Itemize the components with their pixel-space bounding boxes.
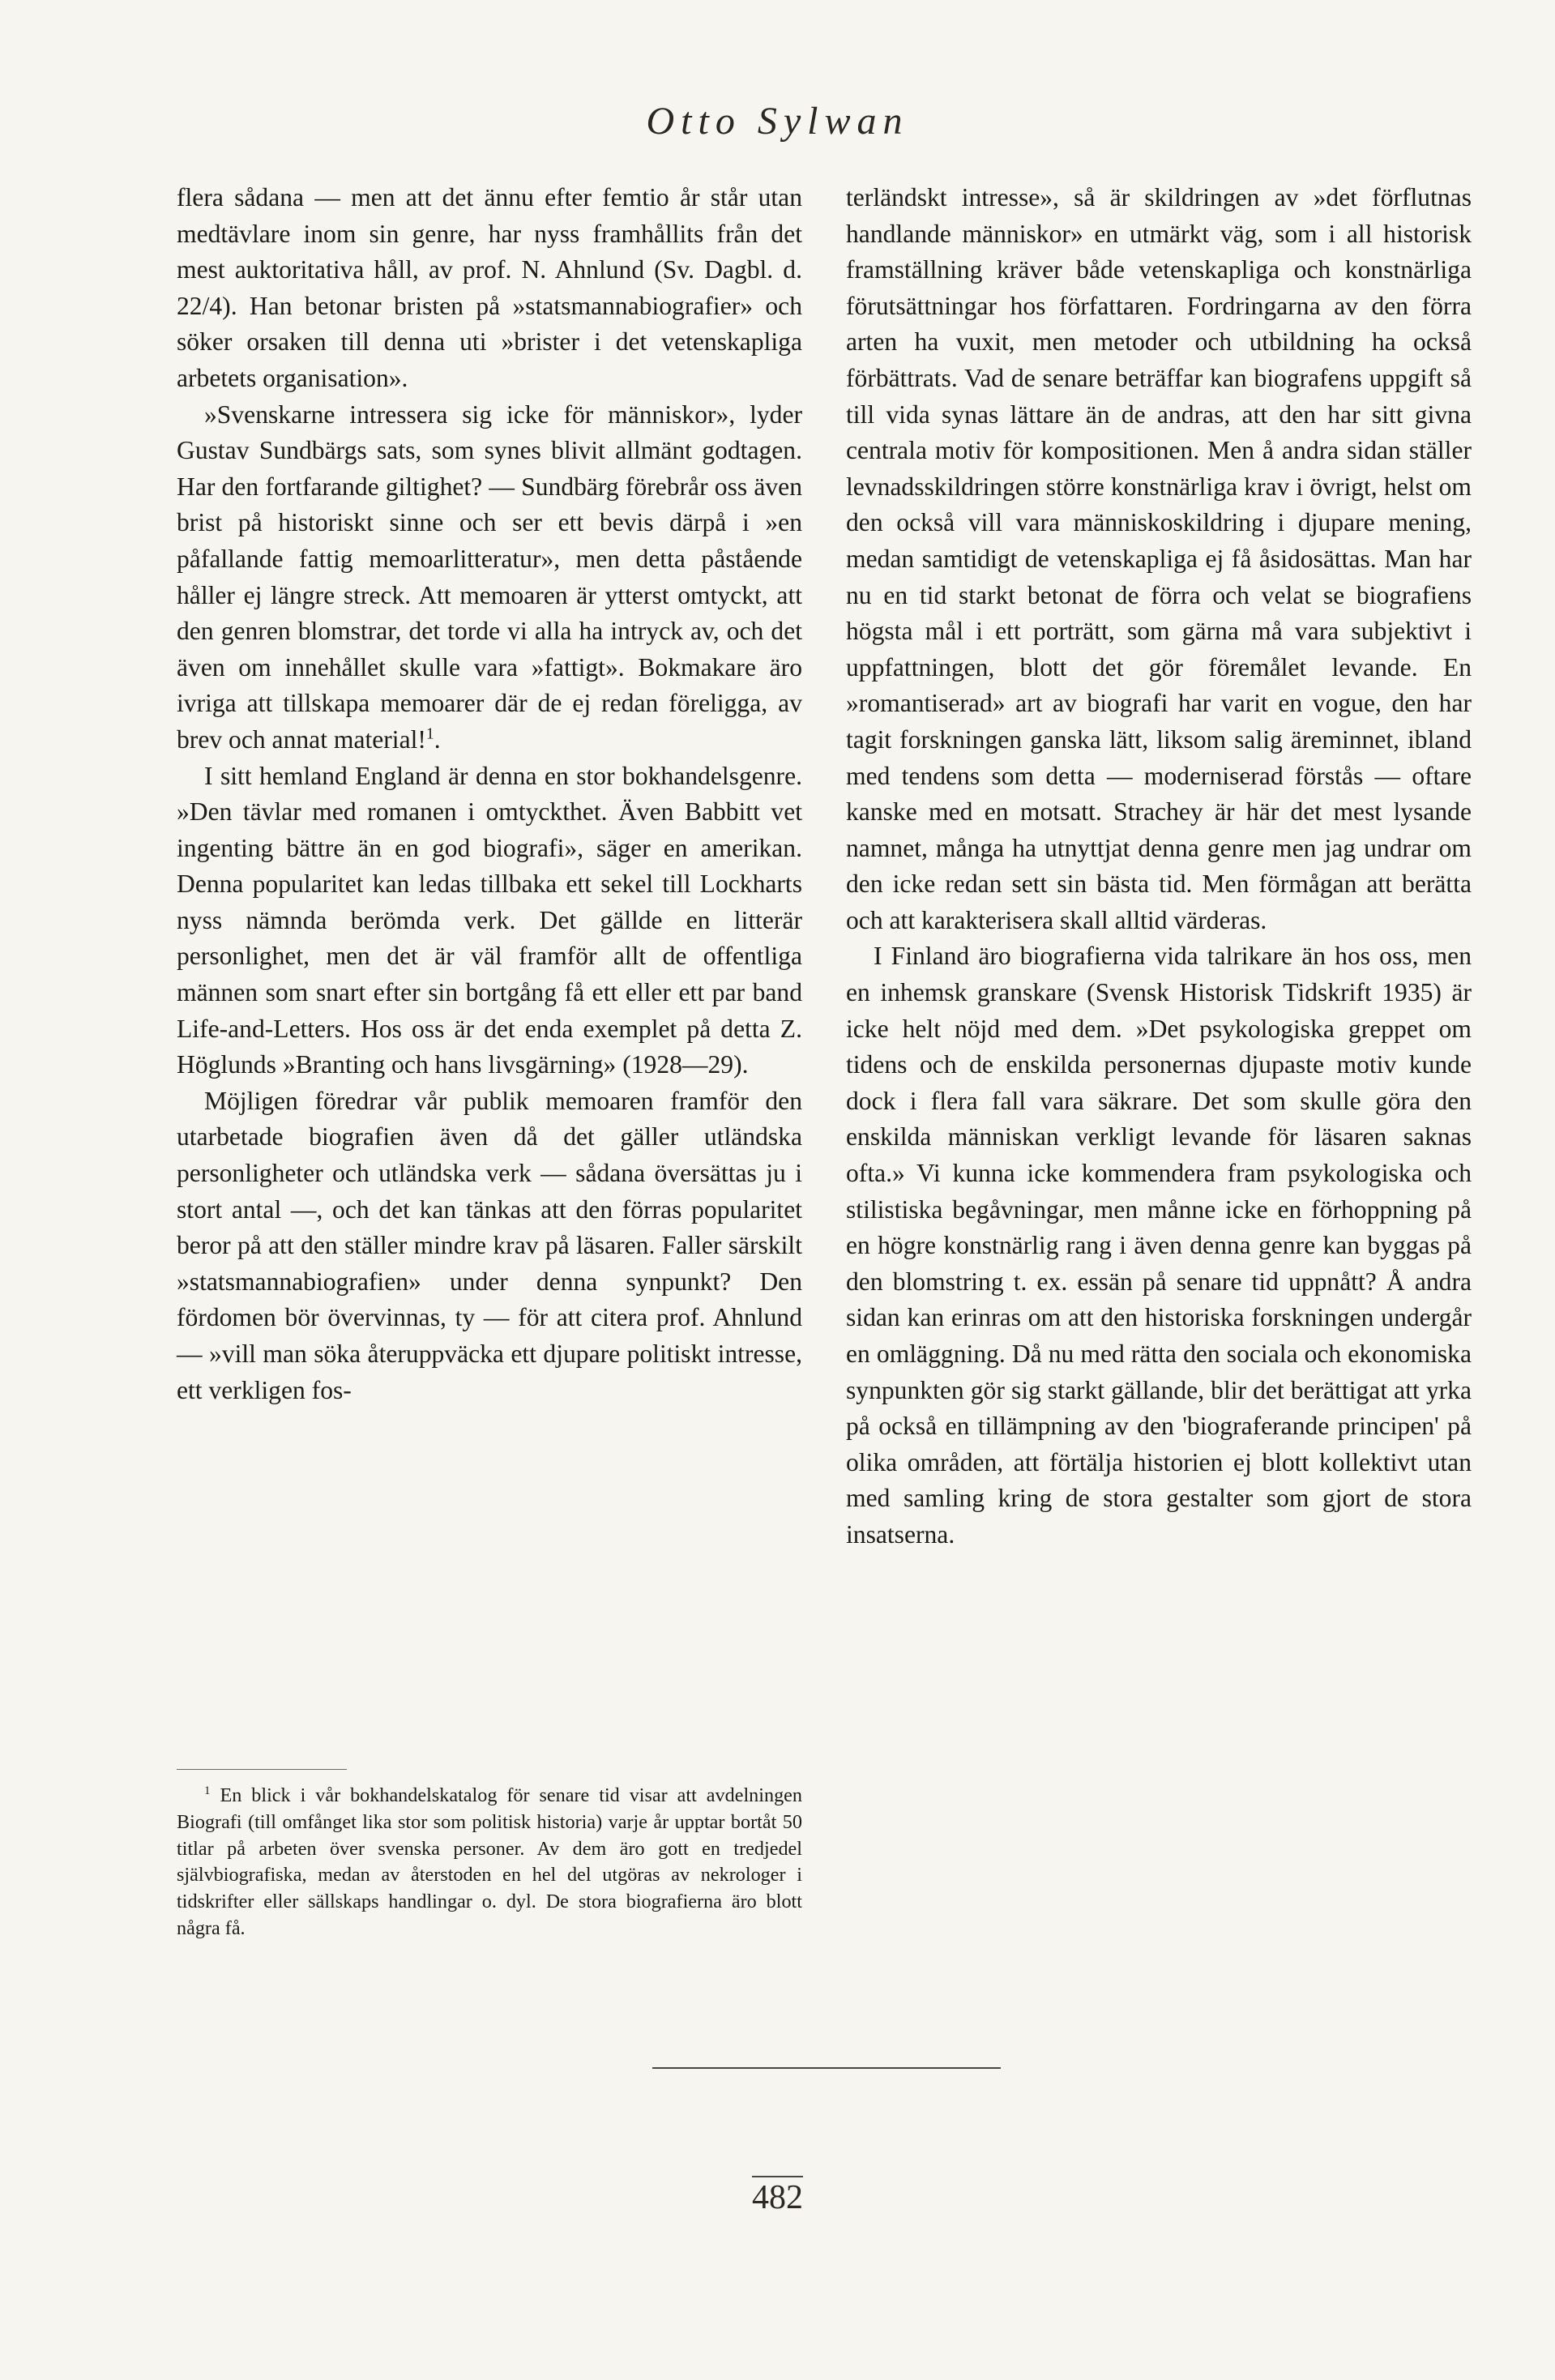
paragraph: terländskt intresse», så är skildringen av »det förflutnas handlande människor» en utmärkt väg, som i all historisk framställning kräver både vetenskapliga och konstnärliga förutsättningar hos författaren. Fordringarna av den förra arten ha vuxit, men metoder och utbildning ha också förbättrats. Vad de senare beträffar kan biografens uppgift så till vida synas lättare än de andras, att den har sitt givna centrala motiv för kompositionen. Men å andra sidan ställer levnadsskildringen större konstnärliga krav i övrigt, helst om den också vill vara människoskildring i djupare mening, medan samtidigt de vetenskapliga ej få åsidosättas. Man har nu en tid starkt betonat de förra och velat se biografiens högsta mål i ett porträtt, som gärna må vara subjektivt i uppfattningen, blott det gör föremålet levande. En »romantiserad» art av biografi har varit en vogue, den har tagit forskningen ganska lätt, liksom salig äreminnet, ibland med tendens som detta — moderniserad förstås — oftare kanske med en motsatt. Strachey är här det mest lysande namnet, många ha utnyttjat denna genre men jag undrar om den icke redan sett sin bästa tid. Men förmågan att berätta och att karakterisera skall alltid värderas.: [846, 183, 1472, 934]
running-title: Otto Sylwan: [646, 100, 909, 143]
footnote: [177, 1783, 802, 1942]
paragraph: I sitt hemland England är denna en stor bokhandelsgenre. »Den tävlar med romanen i omtyckthet. Även Babbitt vet ingenting bättre än en god biografi», säger en amerikan. Denna popularitet kan ledas tillbaka ett sekel till Lockharts nyss nämnda berömda verk. Det gällde en litterär personlighet, men det är väl framför allt de offentliga männen som snart efter sin bortgång få ett eller ett par band Life-and-Letters. Hos oss är det enda exemplet på detta Z. Höglunds »Branting och hans livsgärning» (1928—29).: [177, 761, 802, 1079]
footnote-divider: [177, 1769, 347, 1770]
footnote-text: En blick i vår bokhandelskatalog för senare tid visar att avdelningen Biografi (till omfånget lika stor som politisk historia) varje år upptar bortåt 50 titlar på arbeten över svenska personer. Av dem äro gott en tredjedel självbiografiska, medan av återstoden en hel del utgöras av nekrologer i tidskrifter eller sällskaps handlingar o. dyl. De stora biografierna äro blott några få.: [177, 1784, 803, 1939]
page-number: 482: [752, 2176, 803, 2216]
paragraph: flera sådana — men att det ännu efter femtio år står utan medtävlare inom sin genre, har nyss framhållits från det mest auktoritativa håll, av prof. N. Ahnlund (Sv. Dagbl. d. 22/4). Han betonar bristen på »statsmannabiografier» och söker orsaken till denna uti »brister i det vetenskapliga arbetets organisation».: [177, 183, 802, 392]
paragraph: I Finland äro biografierna vida talrikare än hos oss, men en inhemsk granskare (Svensk Historisk Tidskrift 1935) är icke helt nöjd med dem. »Det psykologiska greppet om tidens och de enskilda personernas djupaste motiv kunde dock i flera fall vara säkrare. Det som skulle göra den enskilda människan verkligt levande för läsaren saknas ofta.» Vi kunna icke kommendera fram psykologiska och stilistiska begåvningar, men månne icke en förhoppning på en högre konstnärlig rang i även denna genre kan byggas på den blomstring t. ex. essän på senare tid uppnått? Å andra sidan kan erinras om att den historiska forskningen undergår en omläggning. Då nu med rätta den sociala och ekonomiska synpunkten gör sig starkt gällande, blir det berättigat att yrka på också en tillämpning av den 'biograferande principen' på olika områden, att förtälja historien ej blott kollektivt utan med samling kring de stora gestalter som gjort de stora insatserna.: [846, 942, 1472, 1549]
right-column: [846, 180, 1472, 1553]
paragraph: Möjligen föredrar vår publik memoaren framför den utarbetade biografien även då det gäller utländska personligheter och utländska verk — sådana översättas ju i stort antal —, och det kan tänkas att den förras popularitet beror på att den ställer mindre krav på läsaren. Faller särskilt »statsmannabiografien» under denna synpunkt? Den fördomen bör övervinnas, ty — för att citera prof. Ahnlund — »vill man söka återuppväcka ett djupare politiskt intresse, ett verkligen fos-: [177, 1086, 802, 1404]
page-number-container: [0, 2178, 1555, 2217]
footnote-marker: 1: [204, 1784, 211, 1797]
footnote-reference: 1: [425, 725, 434, 743]
paragraph: [177, 397, 802, 758]
footnote-reference-punct: .: [434, 724, 441, 754]
bottom-divider: [652, 2067, 1001, 2069]
left-column: [177, 180, 802, 1408]
paragraph-text: »Svenskarne intressera sig icke för människor», lyder Gustav Sundbärgs sats, som synes blivit allmänt godtagen. Har den fortfarande giltighet? — Sundbärg förebrår oss även brist på historiskt sinne och ser ett bevis därpå i »en påfallande fattig memoarlitteratur», men detta påstående håller ej längre streck. Att memoaren är ytterst omtyckt, att den genren blomstrar, det torde vi alla ha intryck av, och det även om innehållet skulle vara »fattigt». Bokmakare äro ivriga att tillskapa memoarer där de ej redan föreligga, av brev och annat material!: [177, 400, 802, 754]
